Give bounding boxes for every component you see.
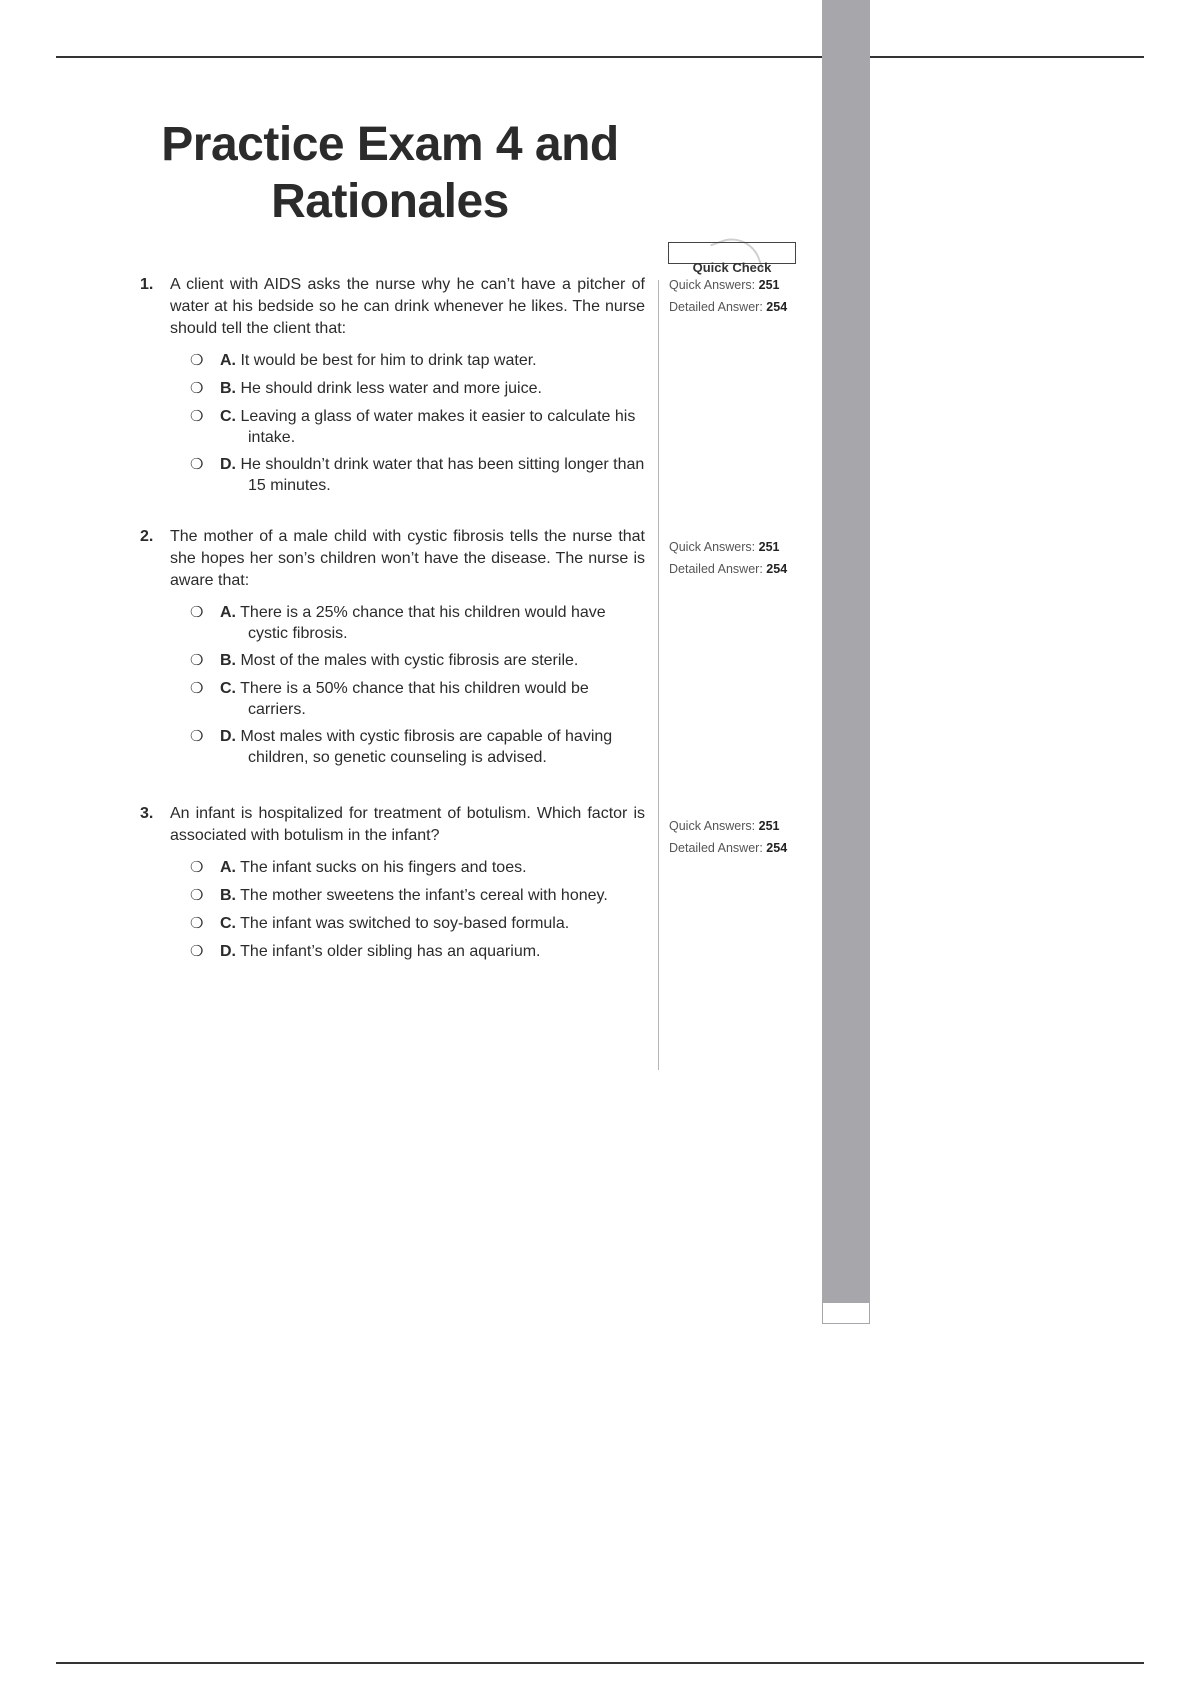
option-text: The infant sucks on his fingers and toes.: [240, 859, 527, 876]
option-letter: B.: [220, 887, 236, 904]
quick-check-block-3: [669, 815, 787, 859]
question-number: 3.: [140, 805, 154, 822]
option-text: The mother sweetens the infant’s cereal with honey.: [240, 887, 608, 904]
option-text: He shouldn’t drink water that has been sitting longer than 15 minutes.: [240, 456, 645, 494]
bottom-rule: [56, 1662, 1144, 1664]
radio-circle-icon[interactable]: ❍: [190, 680, 204, 697]
option-letter: C.: [220, 915, 236, 932]
margin-divider: [658, 280, 659, 1070]
question-number: 1.: [140, 276, 154, 293]
quick-answers-page: 251: [758, 819, 780, 833]
quick-answers-page: 251: [758, 540, 780, 554]
question-stem: An infant is hospitalized for treatment of botulism. Which factor is associated with botulism in the infant?: [170, 805, 645, 844]
question-stem: The mother of a male child with cystic fibrosis tells the nurse that she hopes her son’s children won’t have the disease. The nurse is aware that:: [170, 528, 645, 589]
question-stem: A client with AIDS asks the nurse why he can’t have a pitcher of water at his bedside so he can drink whenever he likes. The nurse should tell the client that:: [170, 276, 645, 337]
chapter-tab-cap: [822, 1303, 870, 1324]
option-b[interactable]: [190, 885, 645, 907]
question-2: [140, 526, 645, 774]
radio-circle-icon[interactable]: ❍: [190, 728, 204, 745]
option-b[interactable]: [190, 650, 645, 672]
quick-check-block-2: [669, 536, 787, 580]
question-3: [140, 803, 645, 969]
radio-circle-icon[interactable]: ❍: [190, 352, 204, 369]
radio-circle-icon[interactable]: ❍: [190, 604, 204, 621]
option-letter: D.: [220, 943, 236, 960]
option-text: The infant was switched to soy-based formula.: [240, 915, 570, 932]
option-text: It would be best for him to drink tap water.: [240, 352, 537, 369]
question-1: [140, 274, 645, 502]
option-text: There is a 25% chance that his children would have cystic fibrosis.: [240, 604, 606, 642]
radio-circle-icon[interactable]: ❍: [190, 652, 204, 669]
option-a[interactable]: [190, 857, 645, 879]
option-d[interactable]: [190, 941, 645, 963]
option-letter: A.: [220, 859, 236, 876]
quick-answers-label: Quick Answers:: [669, 819, 756, 833]
option-text: Most of the males with cystic fibrosis are sterile.: [240, 652, 579, 669]
quick-check-block-1: [669, 274, 787, 318]
question-number: 2.: [140, 528, 154, 545]
option-a[interactable]: [190, 602, 645, 644]
radio-circle-icon[interactable]: ❍: [190, 943, 204, 960]
option-letter: D.: [220, 728, 236, 745]
chapter-tab-bar: [822, 0, 870, 1303]
option-a[interactable]: [190, 350, 645, 372]
detailed-answer-page: 254: [766, 841, 788, 855]
detailed-answer-page: 254: [766, 300, 788, 314]
option-d[interactable]: [190, 454, 645, 496]
option-letter: C.: [220, 680, 236, 697]
option-letter: B.: [220, 380, 236, 397]
option-letter: A.: [220, 352, 236, 369]
detailed-answer-page: 254: [766, 562, 788, 576]
radio-circle-icon[interactable]: ❍: [190, 915, 204, 932]
radio-circle-icon[interactable]: ❍: [190, 456, 204, 473]
option-c[interactable]: [190, 913, 645, 935]
option-c[interactable]: [190, 406, 645, 448]
detailed-answer-label: Detailed Answer:: [669, 562, 763, 576]
option-letter: D.: [220, 456, 236, 473]
option-letter: A.: [220, 604, 236, 621]
radio-circle-icon[interactable]: ❍: [190, 408, 204, 425]
option-letter: B.: [220, 652, 236, 669]
option-text: Leaving a glass of water makes it easier to calculate his intake.: [240, 408, 636, 446]
detailed-answer-label: Detailed Answer:: [669, 841, 763, 855]
option-list: [190, 350, 645, 496]
top-rule: [56, 56, 1144, 58]
option-list: [190, 857, 645, 963]
quick-answers-label: Quick Answers:: [669, 540, 756, 554]
option-b[interactable]: [190, 378, 645, 400]
option-text: Most males with cystic fibrosis are capable of having children, so genetic counseling is advised.: [240, 728, 613, 766]
option-d[interactable]: [190, 726, 645, 768]
radio-circle-icon[interactable]: ❍: [190, 380, 204, 397]
option-text: There is a 50% chance that his children would be carriers.: [240, 680, 589, 718]
option-letter: C.: [220, 408, 236, 425]
quick-answers-label: Quick Answers:: [669, 278, 756, 292]
radio-circle-icon[interactable]: ❍: [190, 887, 204, 904]
option-text: He should drink less water and more juice.: [240, 380, 542, 397]
option-text: The infant’s older sibling has an aquarium.: [240, 943, 541, 960]
quick-check-title: Quick Check: [692, 260, 772, 275]
page-title: Practice Exam 4 and Rationales: [161, 118, 619, 228]
detailed-answer-label: Detailed Answer:: [669, 300, 763, 314]
quick-answers-page: 251: [758, 278, 780, 292]
option-list: [190, 602, 645, 768]
option-c[interactable]: [190, 678, 645, 720]
radio-circle-icon[interactable]: ❍: [190, 859, 204, 876]
